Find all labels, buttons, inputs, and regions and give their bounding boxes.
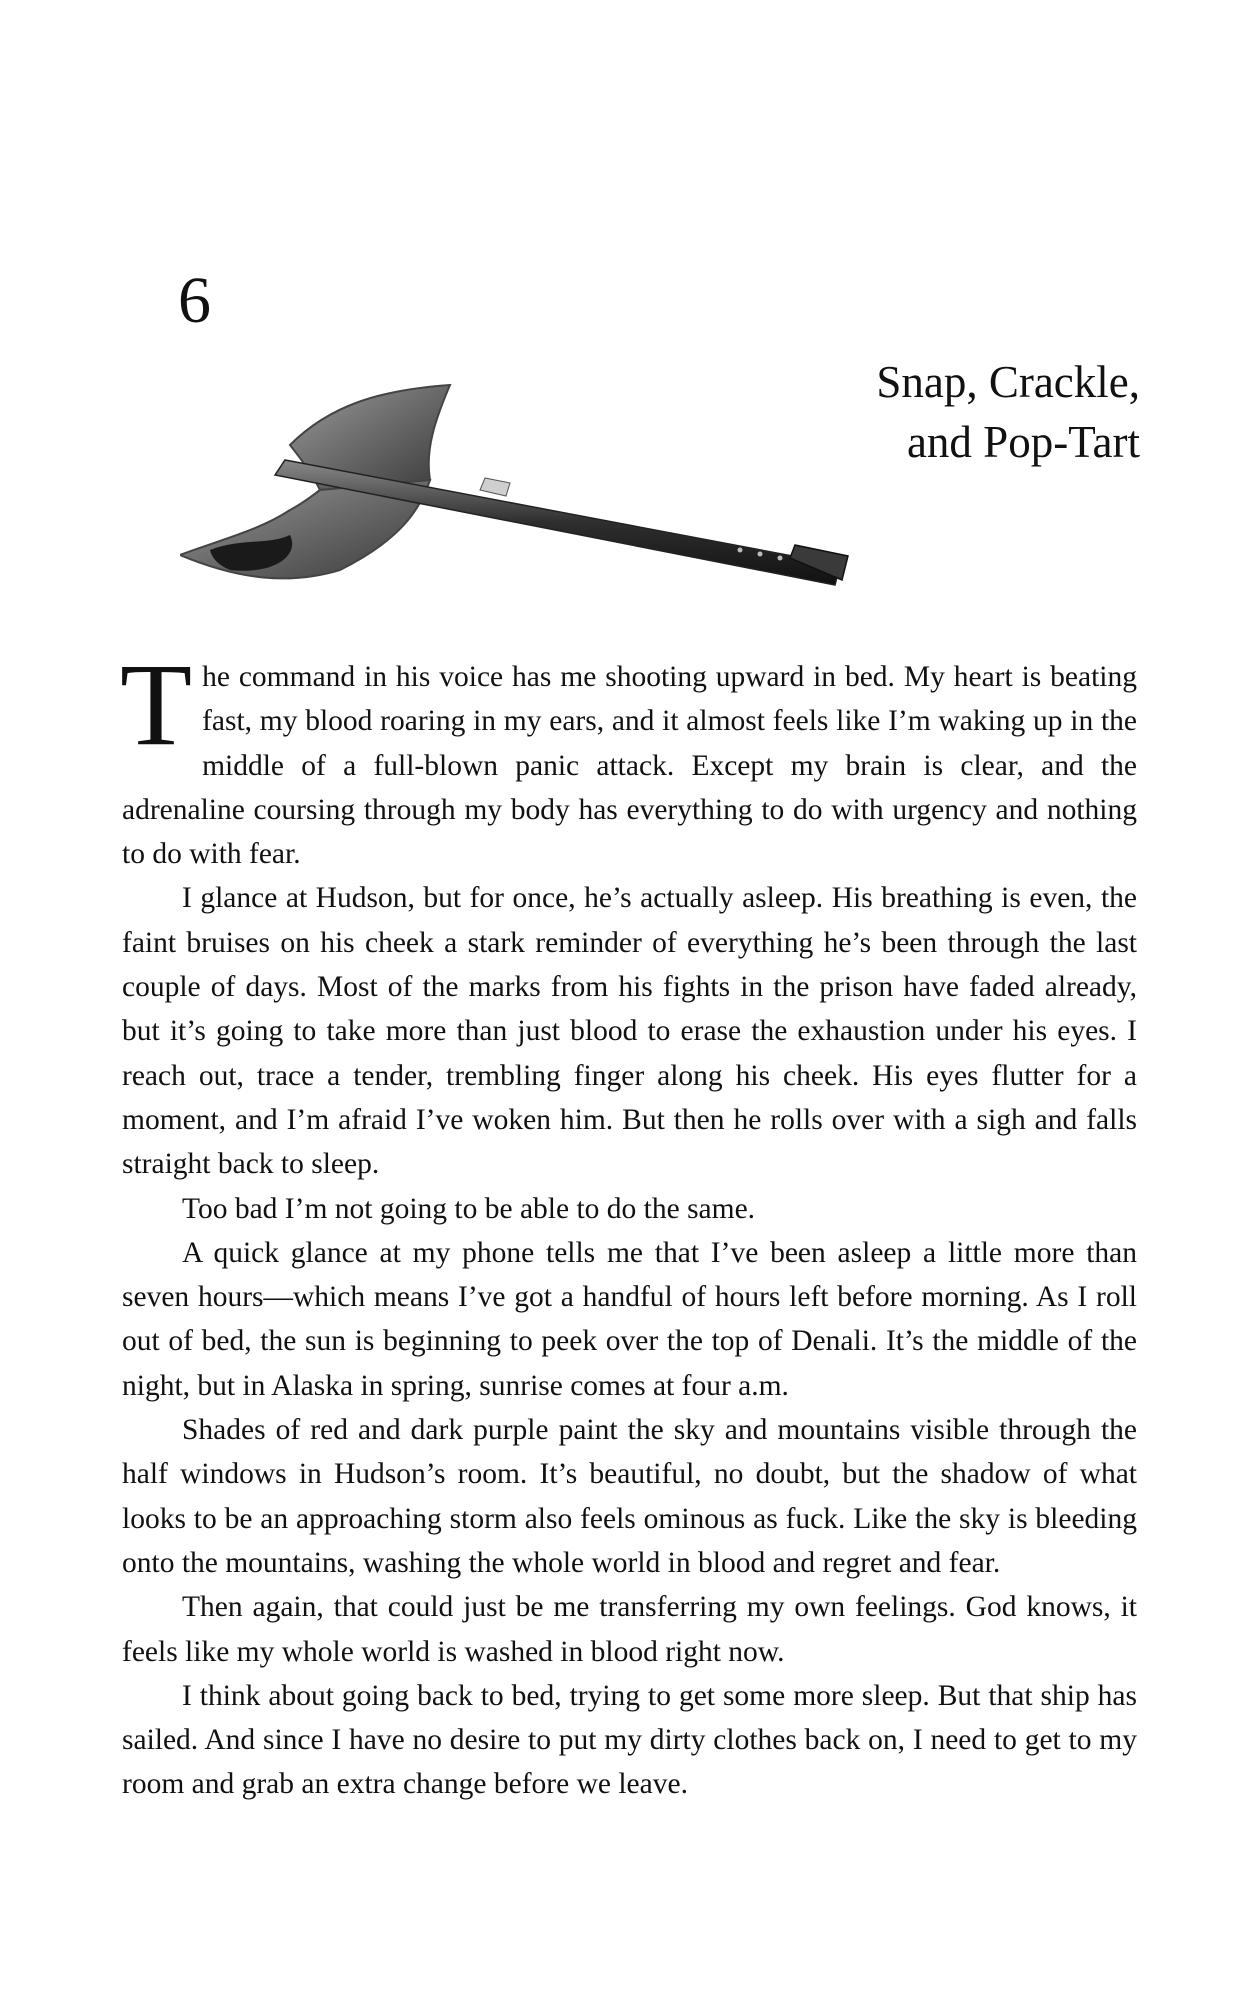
chapter-title-line-1: Snap, Crackle, xyxy=(876,357,1140,407)
drop-cap: T xyxy=(120,639,193,770)
chapter-title-line-2: and Pop-Tart xyxy=(906,417,1140,467)
paragraph-4: A quick glance at my phone tells me that I’ve been asleep a little more than seven hours—which means I’ve got a handful of hours left before morning. As I roll out of bed, the sun is beginning to peek over the top of Denali. It’s the middle of the night, but in Alaska in spring, sunrise comes at four a.m. xyxy=(122,1236,1137,1402)
chapter-body-text xyxy=(120,639,1137,1807)
paragraph-3: Too bad I’m not going to be able to do the same. xyxy=(182,1192,756,1225)
paragraph-1 xyxy=(120,639,1137,876)
paragraph-5: Shades of red and dark purple paint the sky and mountains visible through the half windows in Hudson’s room. It’s beautiful, no doubt, but the shadow of what looks to be an approaching storm also feels ominous as fuck. Like the sky is bleeding onto the mountains, washing the whole world in blood and regret and fear. xyxy=(122,1414,1137,1579)
battle-axe-icon xyxy=(180,380,860,610)
paragraph-1-text: he command in his voice has me shooting upward in bed. My heart is beating fast, my blood roaring in my ears, and it almost feels like I’m waking up in the middle of a full-blown panic attack. Except my brain is clear, and the adrenaline coursing through my body has everything to do with urgency and nothing to do with fear. xyxy=(122,661,1137,871)
paragraph-7: I think about going back to bed, trying to get some more sleep. But that ship has sailed. And since I have no desire to put my dirty clothes back on, I need to get to my room and grab an extra change before we leave. xyxy=(122,1679,1137,1801)
paragraph-2: I glance at Hudson, but for once, he’s actually asleep. His breathing is even, the faint bruises on his cheek a stark reminder of everything he’s been through the last couple of days. Most of the marks from his fights in the prison have faded already, but it’s going to take more than just blood to erase the exhaustion under his eyes. I reach out, trace a tender, trembling finger along his cheek. His eyes flutter for a moment, and I’m afraid I’ve woken him. But then he rolls over with a sigh and falls straight back to sleep. xyxy=(122,882,1137,1181)
chapter-number: 6 xyxy=(178,264,211,337)
paragraph-6: Then again, that could just be me transferring my own feelings. God knows, it feels like my whole world is washed in blood right now. xyxy=(122,1591,1137,1668)
